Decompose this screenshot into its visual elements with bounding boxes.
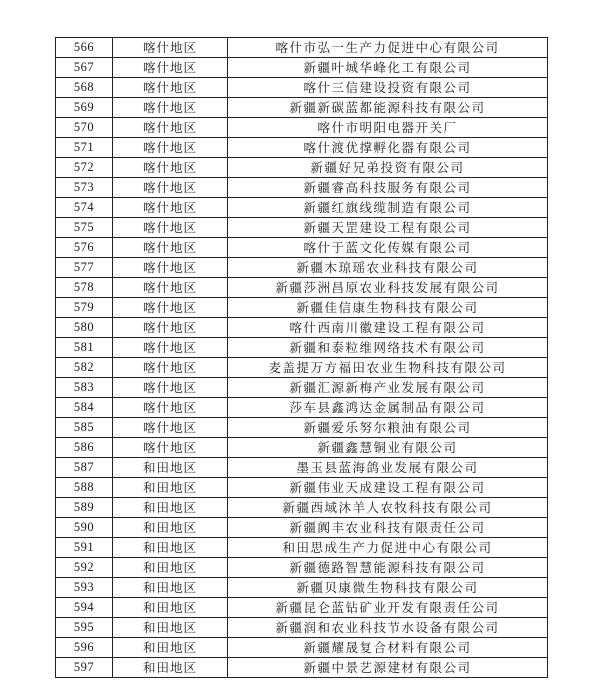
- region-cell: 和田地区: [113, 658, 228, 678]
- region-cell: 喀什地区: [113, 138, 228, 158]
- table-row: [56, 518, 548, 538]
- company-name-cell: 新疆润和农业科技节水设备有限公司: [228, 618, 548, 638]
- region-cell: 和田地区: [113, 498, 228, 518]
- row-number: 589: [56, 498, 113, 518]
- table-row: [56, 78, 548, 98]
- row-number: 572: [56, 158, 113, 178]
- row-number: 593: [56, 578, 113, 598]
- row-number: 597: [56, 658, 113, 678]
- company-name-cell: 喀什渡优撑孵化器有限公司: [228, 138, 548, 158]
- region-cell: 和田地区: [113, 618, 228, 638]
- table-row: [56, 418, 548, 438]
- company-name-cell: 新疆伟业天成建设工程有限公司: [228, 478, 548, 498]
- region-cell: 喀什地区: [113, 318, 228, 338]
- row-number: 590: [56, 518, 113, 538]
- table-row: [56, 398, 548, 418]
- row-number: 570: [56, 118, 113, 138]
- region-cell: 喀什地区: [113, 418, 228, 438]
- table-row: [56, 638, 548, 658]
- company-name-cell: 新疆红旗线缆制造有限公司: [228, 198, 548, 218]
- table-row: [56, 138, 548, 158]
- company-name-cell: 新疆睿高科技服务有限公司: [228, 178, 548, 198]
- region-cell: 喀什地区: [113, 278, 228, 298]
- table-row: [56, 378, 548, 398]
- company-name-cell: 新疆和泰粒维网络技术有限公司: [228, 338, 548, 358]
- table-row: [56, 438, 548, 458]
- row-number: 583: [56, 378, 113, 398]
- table-row: [56, 318, 548, 338]
- table-row: [56, 598, 548, 618]
- company-name-cell: 新疆鑫慧铜业有限公司: [228, 438, 548, 458]
- table-row: [56, 578, 548, 598]
- row-number: 592: [56, 558, 113, 578]
- row-number: 571: [56, 138, 113, 158]
- region-cell: 喀什地区: [113, 358, 228, 378]
- region-cell: 和田地区: [113, 538, 228, 558]
- region-cell: 喀什地区: [113, 38, 228, 58]
- table-row: [56, 178, 548, 198]
- row-number: 574: [56, 198, 113, 218]
- row-number: 567: [56, 58, 113, 78]
- region-cell: 和田地区: [113, 598, 228, 618]
- company-name-cell: 新疆天罡建设工程有限公司: [228, 218, 548, 238]
- table-row: [56, 38, 548, 58]
- table-row: [56, 98, 548, 118]
- company-name-cell: 新疆新碳蓝都能源科技有限公司: [228, 98, 548, 118]
- company-name-cell: 新疆贝康微生物科技有限公司: [228, 578, 548, 598]
- row-number: 587: [56, 458, 113, 478]
- table-row: [56, 558, 548, 578]
- table-row: [56, 358, 548, 378]
- region-cell: 喀什地区: [113, 158, 228, 178]
- company-name-cell: 新疆莎洲昌原农业科技发展有限公司: [228, 278, 548, 298]
- company-name-cell: 新疆叶城华峰化工有限公司: [228, 58, 548, 78]
- row-number: 584: [56, 398, 113, 418]
- region-cell: 喀什地区: [113, 218, 228, 238]
- table-row: [56, 658, 548, 678]
- region-cell: 喀什地区: [113, 398, 228, 418]
- row-number: 579: [56, 298, 113, 318]
- row-number: 594: [56, 598, 113, 618]
- region-cell: 喀什地区: [113, 258, 228, 278]
- row-number: 576: [56, 238, 113, 258]
- table-row: [56, 338, 548, 358]
- region-cell: 和田地区: [113, 578, 228, 598]
- table-row: [56, 478, 548, 498]
- region-cell: 喀什地区: [113, 378, 228, 398]
- row-number: 569: [56, 98, 113, 118]
- company-name-cell: 墨玉县蓝海鸽业发展有限公司: [228, 458, 548, 478]
- table-row: [56, 618, 548, 638]
- region-cell: 和田地区: [113, 558, 228, 578]
- region-cell: 喀什地区: [113, 118, 228, 138]
- company-name-cell: 喀什市明阳电器开关厂: [228, 118, 548, 138]
- region-cell: 喀什地区: [113, 298, 228, 318]
- table-row: [56, 58, 548, 78]
- company-name-cell: 麦盖提万方福田农业生物科技有限公司: [228, 358, 548, 378]
- region-cell: 和田地区: [113, 518, 228, 538]
- row-number: 566: [56, 38, 113, 58]
- table-row: [56, 238, 548, 258]
- company-name-cell: 新疆好兄弟投资有限公司: [228, 158, 548, 178]
- row-number: 568: [56, 78, 113, 98]
- company-name-cell: 新疆昆仑蓝钻矿业开发有限责任公司: [228, 598, 548, 618]
- row-number: 586: [56, 438, 113, 458]
- table-row: [56, 298, 548, 318]
- table-row: [56, 458, 548, 478]
- company-name-cell: 喀什于蓝文化传媒有限公司: [228, 238, 548, 258]
- table-row: [56, 258, 548, 278]
- company-name-cell: 新疆德路智慧能源科技有限公司: [228, 558, 548, 578]
- table-row: [56, 118, 548, 138]
- company-name-cell: 新疆西域沐羊人农牧科技有限公司: [228, 498, 548, 518]
- row-number: 573: [56, 178, 113, 198]
- company-name-cell: 新疆耀晟复合材料有限公司: [228, 638, 548, 658]
- region-cell: 喀什地区: [113, 238, 228, 258]
- region-cell: 喀什地区: [113, 338, 228, 358]
- row-number: 596: [56, 638, 113, 658]
- row-number: 582: [56, 358, 113, 378]
- company-name-cell: 和田思成生产力促进中心有限公司: [228, 538, 548, 558]
- company-name-cell: 新疆木琼瑶农业科技有限公司: [228, 258, 548, 278]
- row-number: 578: [56, 278, 113, 298]
- company-name-cell: 新疆阗丰农业科技有限责任公司: [228, 518, 548, 538]
- table-body: [56, 38, 548, 678]
- row-number: 580: [56, 318, 113, 338]
- company-name-cell: 喀什市弘一生产力促进中心有限公司: [228, 38, 548, 58]
- company-name-cell: 喀什三信建设投资有限公司: [228, 78, 548, 98]
- row-number: 595: [56, 618, 113, 638]
- region-cell: 和田地区: [113, 638, 228, 658]
- table-row: [56, 278, 548, 298]
- row-number: 585: [56, 418, 113, 438]
- table-row: [56, 498, 548, 518]
- company-list-table: [55, 37, 548, 678]
- row-number: 581: [56, 338, 113, 358]
- region-cell: 和田地区: [113, 478, 228, 498]
- company-name-cell: 新疆爱乐努尔粮油有限公司: [228, 418, 548, 438]
- region-cell: 喀什地区: [113, 178, 228, 198]
- region-cell: 喀什地区: [113, 438, 228, 458]
- row-number: 577: [56, 258, 113, 278]
- company-name-cell: 喀什西南川徽建设工程有限公司: [228, 318, 548, 338]
- region-cell: 喀什地区: [113, 58, 228, 78]
- company-name-cell: 新疆佳信康生物科技有限公司: [228, 298, 548, 318]
- table-row: [56, 538, 548, 558]
- table-row: [56, 158, 548, 178]
- region-cell: 喀什地区: [113, 78, 228, 98]
- table-row: [56, 198, 548, 218]
- row-number: 575: [56, 218, 113, 238]
- row-number: 588: [56, 478, 113, 498]
- company-name-cell: 莎车县鑫鸿达金属制品有限公司: [228, 398, 548, 418]
- company-name-cell: 新疆中景艺源建材有限公司: [228, 658, 548, 678]
- region-cell: 喀什地区: [113, 98, 228, 118]
- region-cell: 和田地区: [113, 458, 228, 478]
- row-number: 591: [56, 538, 113, 558]
- table-row: [56, 218, 548, 238]
- company-name-cell: 新疆汇源新梅产业发展有限公司: [228, 378, 548, 398]
- region-cell: 喀什地区: [113, 198, 228, 218]
